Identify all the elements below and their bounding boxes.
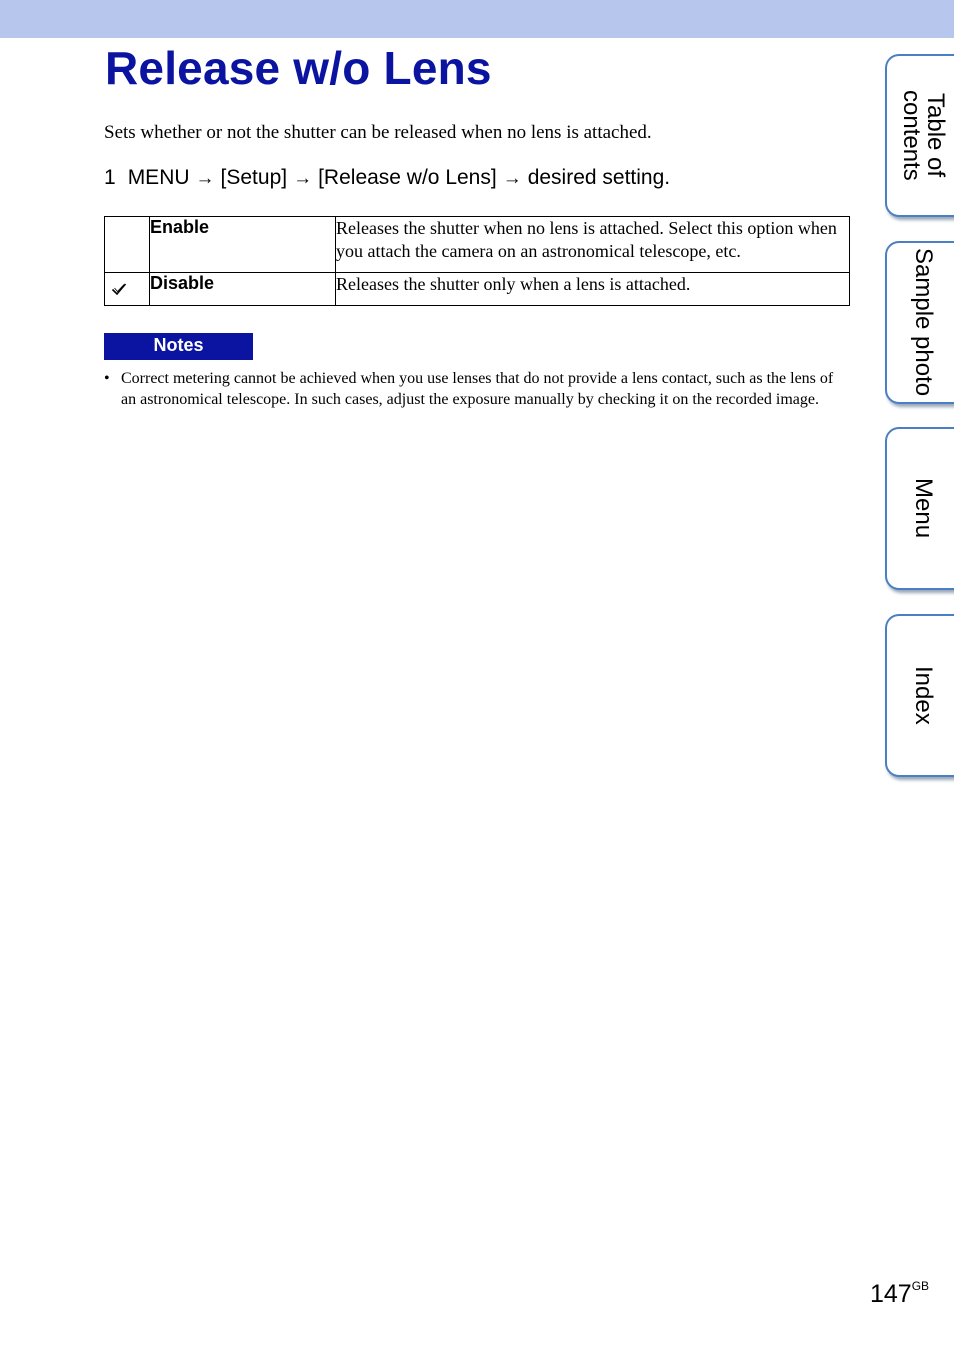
setting-description: Releases the shutter only when a lens is attached. <box>336 273 850 306</box>
tab-sample-photo[interactable] <box>885 241 954 404</box>
arrow-icon: → <box>195 168 215 189</box>
table-row <box>105 273 850 306</box>
step-number: 1 <box>104 166 116 189</box>
bullet: • <box>104 370 110 387</box>
tab-label: Menu <box>910 478 937 539</box>
step-part-release: [Release w/o Lens] <box>318 166 497 189</box>
default-mark-cell <box>105 217 150 273</box>
header-band <box>0 0 954 38</box>
settings-table <box>104 216 850 306</box>
note-text: Correct metering cannot be achieved when you use lenses that do not provide a lens contact, such as the lens of an astronomical telescope. In such cases, adjust the exposure manually by checking it on the recorded image. <box>121 370 834 408</box>
intro-text: Sets whether or not the shutter can be released when no lens is attached. <box>104 122 652 143</box>
setting-name: Disable <box>150 273 336 306</box>
notes-badge: Notes <box>104 333 253 360</box>
setting-description: Releases the shutter when no lens is attached. Select this option when you attach the camera on an astronomical telescope, etc. <box>336 217 850 273</box>
default-mark-cell <box>105 273 150 306</box>
arrow-icon: → <box>293 168 313 189</box>
tab-label: Table of contents <box>898 90 949 181</box>
step-part-menu: MENU <box>127 166 190 189</box>
setting-name: Enable <box>150 217 336 273</box>
tab-menu[interactable] <box>885 427 954 590</box>
page-number-value: 147 <box>870 1280 912 1308</box>
note-item <box>104 368 849 410</box>
tab-table-of-contents[interactable] <box>885 54 954 217</box>
table-row <box>105 217 850 273</box>
tab-index[interactable] <box>885 614 954 777</box>
tab-label: Sample photo <box>910 248 937 397</box>
arrow-icon: → <box>502 168 522 189</box>
page-number <box>870 1279 929 1309</box>
step-part-setup: [Setup] <box>220 166 288 189</box>
checkmark-icon <box>111 281 127 297</box>
tab-label: Index <box>910 666 937 725</box>
page-title: Release w/o Lens <box>105 42 492 94</box>
step-part-setting: desired setting. <box>527 166 671 189</box>
menu-path-step <box>104 164 670 193</box>
page-number-suffix: GB <box>911 1279 930 1293</box>
